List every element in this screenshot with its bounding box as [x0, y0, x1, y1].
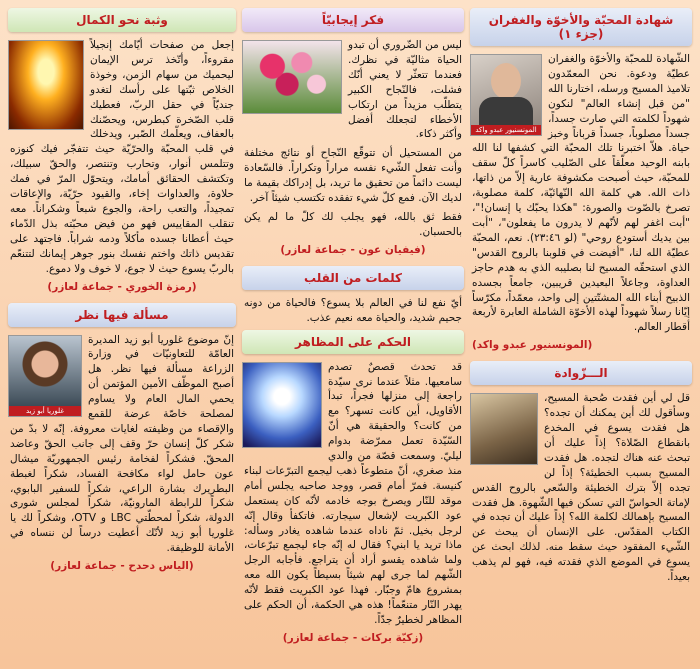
praying-figure-image	[470, 393, 538, 465]
column-left	[8, 8, 236, 661]
divine-hands-image	[242, 362, 322, 448]
leap-signature: (رمزة الخوري - جماعة لعازر)	[47, 280, 197, 293]
positive-text-1: ليس من الضّروري أن تبدو الحياة مثاليّة في نظرك. فعندما تتعثّر لا يعني أنّك فشلت، فالنّجاح الكبير يتطلّب مزيداً من ارتكاب الأخطاء لتجعلك أفضل وأكثر ذكاء.	[348, 39, 462, 141]
leap-heading: وثبة نحو الكمال	[8, 8, 236, 32]
wisdom-heading: الحكم على المظاهر	[242, 330, 464, 354]
portrait-body	[479, 97, 533, 127]
testimony-signature: (المونسنيور عبدو واكد)	[472, 339, 593, 352]
photo-caption: المونسنيور عبدو واكد	[471, 125, 541, 135]
testimony-text: الشّهادة للمحبّة والأخوّة والغفران عطيّة ودعوة. نحن المعمّدون تلاميذ المسيح ورسله، اختارنا الله "من قبل إنشاء العالم" لنكون شهوداً لكلمته التي صارت جسداً، جسداً مصلوباً، جسداً قرباناً وخبز حياة. هلاّ اختبرنا تلك المحبّة التي كشفها لنا الله بابنه الوحيد معلّقاً على الصّليب كاسراً كلّ سقف للمحبّة، حيث أصبحت مكشوفة عارية إلاّ من ذاتها، ذات الله. هي كلمة الله النّهائيّة، كلمة مصلوبة، تصرخ بالصّوت والصورة: "هكذا يحبّك يا إنسان!"، "أبت اغفر لهم لأنّهم لا يدرون ما يفعلون"، "أبت بين يديك أستودع روحي" (لو ٢٣:٤٦). نعم، المحبّة عطيّة الله لنا، "أفيضت في قلوبنا بالروح القدس" الذي استحقّه المسيح لنا بصليبه الذي به هدم حاجز العداوة، وجاعلاً البعيدين قريبين، جامعاً بجسده الذبيح أبناء الله المشتّتين إلى واحد، معمّداً، مكرّساً إيّانا رسلاً شهوداً لهذه الأخوّة الشاملة العابرة لأربعة أقطار العالم.	[472, 53, 690, 334]
leap-text: إجعل من صفحات أيّامك إنجيلاً مقروءاً، وأتّخذ ترس الإيمان ليحميك من سهام الزمن، وخوذة الخلاص ثبّتها على رأسك لتغدو جنديّاً في حقل الربّ، فعطيك قلب الصّخرة كبطرس، ويحصّنك بالعفاف، ويعلّمك الصّبر، ويدخلك في قلب المحبّة والحرّيّة حيث تتفجّر فيك كنوزه وتتلمس أنوار، وتحارب وتنتصر، والحقّ سبيلك، وتكتشف الحقائق أمامك، ويتحوّل المرّ في فمك حلاوة، والعداوات إخاء، والقيود حرّيّة، والإعاقات تمجيداً، والتعب راحة، والجوع شبعاً وشكراناً. معه تنقلب المقاييس فهو من فيض محبّته بذل الدّماء حيث أعطانا جسده مأكلاً ودمه شراباً. فاجتهد على تقديس ذاتك واختم نفسك بنور جوهر إيمانك لتتنعّم بالربّ يسوع حيث لا جوع، لا خوف ولا دموع.	[10, 39, 234, 275]
gloria-photo-caption: غلوريا أبو زيد	[9, 406, 81, 416]
column-right	[470, 8, 692, 661]
flower-bouquet-image	[242, 40, 342, 114]
testimony-heading: شهادة المحبّة والأخوّة والغفران (جزء ١)	[470, 8, 692, 46]
provision-heading: الـــزّوادة	[470, 361, 692, 385]
gloria-photo	[8, 335, 82, 417]
praise-text: إنّ موضوع غلوريا أبو زيد المديرة العامّة للتعاونيّات في وزارة الزراعة مسألة فيها نظر. هل أصبح الموظّف الأمين المؤتمن أن يحمي المال العام ولا يساوم لمصلحة خاصّة عرضة للقمع والإقصاء من وظيفته لغايات معروفة. إنّه لا بدّ من شكر كلّ إنسان حرّ وقف إلى جانب الحقّ وعاضد المحقّ. فشكراً لفخامة رئيس الجمهوريّة ميشال عون حامل لواء مكافحة الفساد، شكراً لغبطة البطريرك بشارة الراعي، شكراً للسفير البابوي، شكراً للرابطة المارونيّة، شكراً لمجلس شورى الدولة، شكراً لمحطّتي LBC و OTV، وشكراً لك يا غلوريا أبو زيد لأنّك أعطيت درساً لن ننساه في الأمانة للوظيفة.	[10, 333, 234, 555]
praise-heading: مسألة فيها نظر	[8, 303, 236, 327]
author-photo	[470, 54, 542, 136]
candle-flame-image	[8, 40, 84, 130]
heart-heading: كلمات من القلب	[242, 266, 464, 290]
wisdom-signature: (زكيّة بركات - جماعة لعازر)	[282, 631, 424, 644]
portrait-face	[491, 63, 521, 99]
positive-text-2: من المستحيل أن تتوقّع النّجاح أو نتائج مختلفة وأنت تفعل الشّيء نفسه مراراً وتكراراً. فالسّعادة ليست دائماً من تحقيق ما تريد، بل إدراكك بقيمة ما لديك الآن. فمع كلّ شيء تفقده تكتسب شيئاً آخر.	[243, 147, 462, 205]
praise-signature: (الياس دحدح - جماعة لعازر)	[50, 560, 194, 573]
positive-text-3: فقط ثق بالله، فهو يجلب لك كلّ ما لم يكن بالحسبان.	[244, 210, 462, 238]
heart-text: أيّ نفع لنا في العالم بلا يسوع؟ فالحياة من دونه جحيم شديد، والحياة معه نعيم عذب.	[244, 296, 462, 324]
column-middle	[242, 8, 464, 661]
positive-heading: فكر إيجابيّاً	[242, 8, 464, 32]
positive-signature: (فيفيان عون - جماعة لعازر)	[280, 243, 426, 256]
wisdom-text: قد تحدث قصصٌ تصدم سامعيها. مثلاً عندما نرى سيّدة راجعة إلى منزلها فجراً، تبدأ الأقاويل، أين كانت تسهر؟ مع من كانت؟ والحقيقة هي أنّ السّيّدة تعمل ممرّضة بدوام ليليّ. وسمعت قصّة من والدي منذ صغري، أنّ متطوعاً ذهب ليجمع التبرّعات لبناء كنيسة. فمرّ أمام قصر، ووجد صاحبه يجلس أمام موقد للنّار ويصرخ بوجه خادمه لأنّه كان يستعمل عود الكبريت لإشعال سيجارته. فاتكفأ وقال إنّه لرجل بخيل. ثمّ ناداه عندما شاهده يغادر وسأله: ماذا تريد يا ابني؟ فقال له إنّه جاء ليجمع تبرّعات، ولما شاهده يقسو أراد أن يتراجع. فأجابه الرجل الشّهم لما جرى لهم شيئاً بسيطاً يكون الله معه بمشروع هامّ وجبّار. فهذا عود الكبريت فقط لأنّه يهدر النّار متنعّماً! هذه هي الحكمة، أن الحكم على المظاهر لخطيرٌ جدّاً.	[244, 360, 462, 626]
provision-text: قل لي أين فقدت صُحبة المسيح، وسأقول لك أين يمكنك أن تجده؟ هل فقدت يسوع في المخدع بانقطاع الصّلاة؟ إذاً عليك أن تبحث عنه هناك لتجده. هل فقدت المسيح بسبب الخطيئة؟ إذاً لن تجده إلاّ بترك الخطيئة والسّعي بالروح القدس لإماتة الحواسّ التي تسكن فيها الشّهوة. هل فقدت المسيح بإهمالك لكلمة الله؟ إذاً عليك أن تجده في الكتاب المقدّس. على الإنسان أن يبحث عن الشّيء المفقود حيث سقط منه. لذلك ابحث عن يسوع في الموضع الذي فقدته فيه، فهو لم يذهب بعيداً.	[472, 392, 690, 584]
